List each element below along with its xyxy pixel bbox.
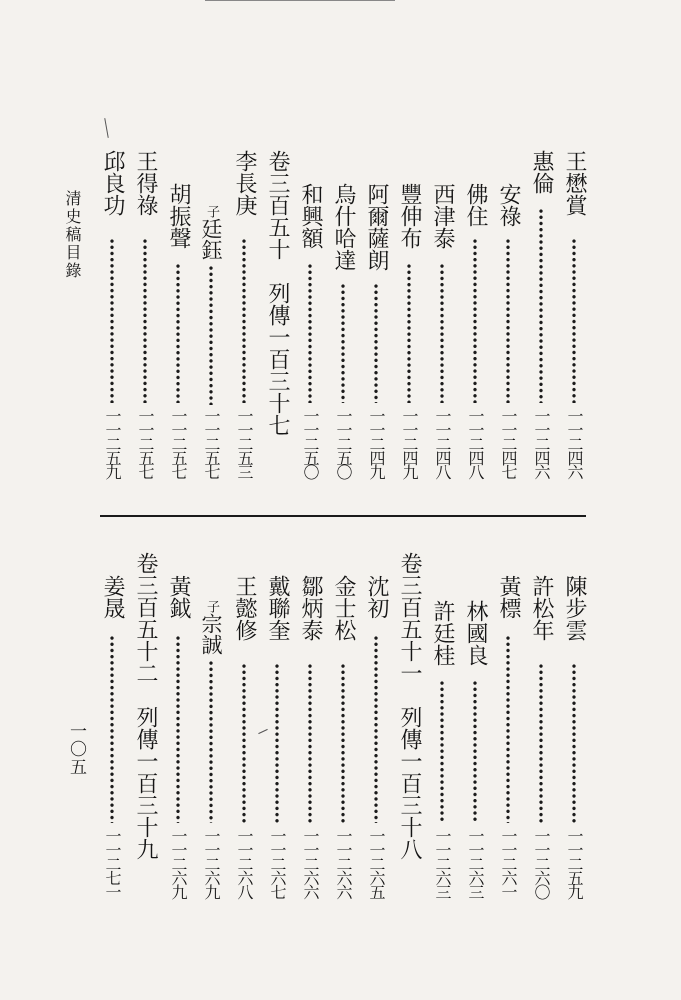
toc-entry xyxy=(165,575,191,910)
entry-page: 一一二五七 xyxy=(202,408,221,478)
toc-entry xyxy=(528,575,554,910)
toc-entry xyxy=(561,150,587,495)
entry-name: 林國良 xyxy=(463,600,488,666)
entry-page: 一一二四九 xyxy=(400,408,419,478)
entry-name: 王懿修 xyxy=(232,575,257,641)
chapter-heading xyxy=(396,552,422,860)
entry-page: 一一二四八 xyxy=(433,408,452,478)
leader-dots xyxy=(374,635,378,823)
toc-entry xyxy=(165,183,191,495)
leader-dots xyxy=(209,660,213,823)
son-marker: 子 xyxy=(204,600,219,613)
toc-entry xyxy=(561,575,587,910)
entry-page: 一一二六九 xyxy=(202,828,221,898)
toc-entry xyxy=(198,205,224,495)
leader-dots xyxy=(374,283,378,403)
entry-page: 一一二六三 xyxy=(433,828,452,898)
entry-page: 一一二五七 xyxy=(136,408,155,478)
toc-entry xyxy=(495,575,521,910)
entry-name: 和興額 xyxy=(298,183,323,249)
toc-entry xyxy=(264,575,290,910)
leader-dots xyxy=(242,238,246,403)
entry-name: 李長庚 xyxy=(232,150,257,216)
leader-dots xyxy=(473,680,477,823)
entry-name: 烏什哈達 xyxy=(331,183,356,271)
toc-entry xyxy=(495,183,521,495)
entry-name: 廷鈺 xyxy=(199,218,223,260)
leader-dots xyxy=(308,263,312,403)
toc-entry xyxy=(231,150,257,495)
leader-dots xyxy=(539,208,543,403)
toc-entry xyxy=(330,575,356,910)
entry-name: 豐伸布 xyxy=(397,183,422,249)
entry-page: 一一二五九 xyxy=(103,408,122,478)
toc-entry xyxy=(363,575,389,910)
entry-page: 一一二六八 xyxy=(235,828,254,898)
toc-entry xyxy=(363,183,389,495)
leader-dots xyxy=(407,263,411,403)
entry-name: 沈初 xyxy=(364,575,389,619)
entry-name: 金士松 xyxy=(331,575,356,641)
scan-mark xyxy=(205,0,395,1)
entry-page: 一一二五七 xyxy=(169,408,188,478)
chapter-title: 卷三百五十一 列傳一百三十八 xyxy=(397,552,422,860)
entry-page: 一一二五〇 xyxy=(334,408,353,478)
entry-name: 黃標 xyxy=(496,575,521,619)
entry-page: 一一二六三 xyxy=(466,828,485,898)
toc-entry xyxy=(198,600,224,910)
entry-page: 一一二四八 xyxy=(466,408,485,478)
entry-page: 一一二七一 xyxy=(103,828,122,898)
entry-name: 惠倫 xyxy=(529,150,554,194)
leader-dots xyxy=(110,635,114,823)
leader-dots xyxy=(341,283,345,403)
entry-page: 一一二六六 xyxy=(334,828,353,898)
leader-dots xyxy=(308,663,312,823)
entry-page: 一一二四六 xyxy=(532,408,551,478)
entry-name: 佛住 xyxy=(463,183,488,227)
entry-page: 一一二五三 xyxy=(235,408,254,478)
entry-page: 一一二六七 xyxy=(268,828,287,898)
entry-page: 一一二六〇 xyxy=(532,828,551,898)
entry-name: 王得祿 xyxy=(133,150,158,216)
entry-name: 戴聯奎 xyxy=(265,575,290,641)
divider xyxy=(100,515,586,517)
page-number: 一〇五 xyxy=(66,722,86,776)
leader-dots xyxy=(110,238,114,403)
entry-page: 一一二六一 xyxy=(499,828,518,898)
leader-dots xyxy=(572,238,576,403)
toc-entry xyxy=(396,183,422,495)
entry-name: 邱良功 xyxy=(100,150,125,216)
toc-entry xyxy=(462,600,488,910)
entry-name: 鄒炳泰 xyxy=(298,575,323,641)
leader-dots xyxy=(176,263,180,403)
header: 清史稿目錄 xyxy=(63,190,82,280)
entry-name: 陳步雲 xyxy=(562,575,587,641)
chapter-heading xyxy=(264,150,290,450)
leader-dots xyxy=(440,680,444,823)
leader-dots xyxy=(440,263,444,403)
toc-entry xyxy=(429,183,455,495)
entry-page: 一一二五九 xyxy=(565,828,584,898)
toc-entry xyxy=(429,600,455,910)
entry-page: 一一二四九 xyxy=(367,408,386,478)
leader-dots xyxy=(209,265,213,405)
entry-name: 安祿 xyxy=(496,183,521,227)
leader-dots xyxy=(473,238,477,403)
leader-dots xyxy=(242,663,246,823)
leader-dots xyxy=(275,663,279,823)
leader-dots xyxy=(572,663,576,823)
toc-entry xyxy=(231,575,257,910)
entry-page: 一一二六九 xyxy=(169,828,188,898)
entry-name: 王懋賞 xyxy=(562,150,587,216)
toc-entry xyxy=(297,575,323,910)
toc-entry xyxy=(462,183,488,495)
entry-name: 許松年 xyxy=(529,575,554,641)
toc-entry xyxy=(99,150,125,495)
leader-dots xyxy=(506,635,510,823)
entry-name: 姜晟 xyxy=(100,575,125,619)
entry-page: 一一二六六 xyxy=(301,828,320,898)
leader-dots xyxy=(506,238,510,403)
entry-page: 一一二四六 xyxy=(565,408,584,478)
toc-entry xyxy=(528,150,554,495)
leader-dots xyxy=(539,663,543,823)
entry-name: 許廷桂 xyxy=(430,600,455,666)
chapter-title: 卷三百五十二 列傳一百三十九 xyxy=(133,552,158,860)
chapter-title: 卷三百五十 列傳一百三十七 xyxy=(265,150,290,436)
toc-entry xyxy=(297,183,323,495)
toc-entry xyxy=(99,575,125,910)
leader-dots xyxy=(341,663,345,823)
scan-mark xyxy=(104,118,108,138)
leader-dots xyxy=(176,635,180,823)
toc-entry xyxy=(330,183,356,495)
entry-name: 宗誠 xyxy=(199,613,223,655)
toc-entry xyxy=(132,150,158,495)
entry-page: 一一二四七 xyxy=(499,408,518,478)
entry-name: 胡振聲 xyxy=(166,183,191,249)
entry-name: 西津泰 xyxy=(430,183,455,249)
entry-name: 阿爾薩朗 xyxy=(364,183,389,271)
entry-name: 黃鉞 xyxy=(166,575,191,619)
entry-page: 一一二五〇 xyxy=(301,408,320,478)
entry-page: 一一二六五 xyxy=(367,828,386,898)
chapter-heading xyxy=(132,552,158,860)
leader-dots xyxy=(143,238,147,403)
son-marker: 子 xyxy=(204,205,219,218)
